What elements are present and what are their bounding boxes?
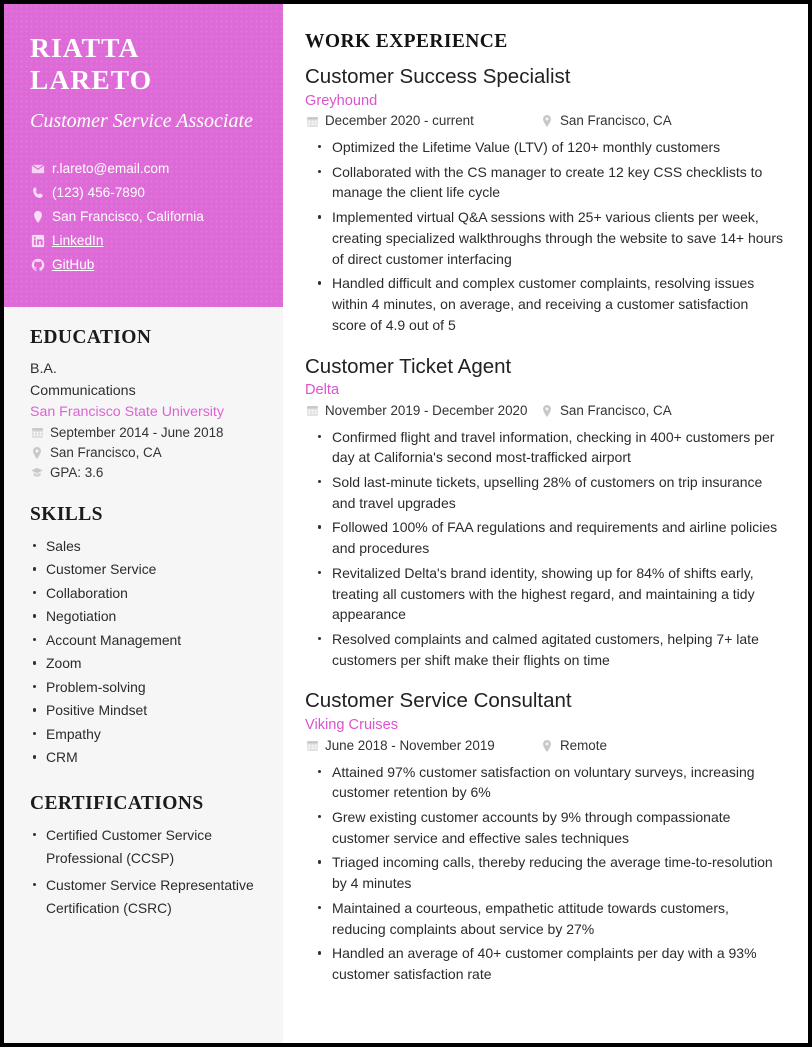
- education-heading: EDUCATION: [30, 327, 152, 349]
- certifications-heading: CERTIFICATIONS: [30, 793, 204, 814]
- main-content: [283, 4, 808, 1043]
- contact-label: San Francisco, California: [52, 208, 204, 224]
- job-bullet: Implemented virtual Q&A sessions with 25+ various clients per week, creating specialized walkthroughs through the website to save 14+ hours of direct customer interfacing: [305, 207, 784, 269]
- certification-item: Customer Service Representative Certification (CSRC): [30, 874, 257, 919]
- job-bullet: Confirmed flight and travel information, checking in 400+ customers per day at California's second most-trafficked airport: [305, 427, 784, 468]
- job-bullet: Handled difficult and complex customer complaints, resolving issues within 4 minutes, on average, and receiving a customer satisfaction score of 4.9 out of 5: [305, 273, 784, 335]
- skill-item: Customer Service: [30, 558, 257, 581]
- job-dates: [305, 114, 540, 128]
- job-title: Customer Success Specialist: [305, 65, 571, 88]
- skill-item: Collaboration: [30, 582, 257, 605]
- job-bullet-list: [305, 137, 784, 335]
- location-pin-icon: [540, 114, 554, 128]
- contact-label: r.lareto@email.com: [52, 160, 170, 176]
- job-bullet: Sold last-minute tickets, upselling 28% of customers on trip insurance and travel upgrades: [305, 472, 784, 513]
- work-experience-list: [305, 64, 784, 985]
- education-degree-line-2: Communications: [30, 383, 136, 400]
- job-dates-label: June 2018 - November 2019: [325, 737, 495, 753]
- job-dates: [305, 404, 540, 418]
- contact-item[interactable]: [30, 257, 257, 272]
- job-location-label: San Francisco, CA: [560, 113, 672, 129]
- job-bullet: Attained 97% customer satisfaction on voluntary surveys, increasing customer retention by 6%: [305, 762, 784, 803]
- skill-item: CRM: [30, 746, 257, 769]
- work-experience-entry: [305, 354, 784, 671]
- job-location: [540, 739, 607, 753]
- contact-label[interactable]: GitHub: [52, 256, 95, 272]
- job-bullet: Collaborated with the CS manager to create 12 key CSS checklists to manage the client life cycle: [305, 162, 784, 203]
- job-dates-label: December 2020 - current: [325, 113, 474, 129]
- contact-item[interactable]: [30, 233, 257, 248]
- job-company: Viking Cruises: [305, 717, 399, 734]
- job-dates-label: November 2019 - December 2020: [325, 402, 528, 418]
- job-meta-row: [305, 404, 784, 424]
- skill-item: Negotiation: [30, 605, 257, 628]
- professional-title: Customer Service Associate: [30, 110, 253, 133]
- job-meta-row: [305, 739, 784, 759]
- education-meta-row: [30, 466, 257, 480]
- job-company: Delta: [305, 382, 340, 399]
- github-icon: [30, 257, 45, 272]
- skills-heading: SKILLS: [30, 503, 103, 525]
- education-meta-row: [30, 446, 257, 460]
- calendar-icon: [305, 114, 319, 128]
- contact-item: [30, 161, 257, 176]
- sidebar: [4, 4, 283, 1043]
- job-dates: [305, 739, 540, 753]
- job-location: [540, 114, 672, 128]
- job-bullet: Triaged incoming calls, thereby reducing the average time-to-resolution by 4 minutes: [305, 852, 784, 893]
- certifications-section: [30, 793, 257, 919]
- job-bullet: Revitalized Delta's brand identity, showing up for 84% of shifts early, treating all customers with the highest regard, and maintaining a tidy appearance: [305, 563, 784, 625]
- calendar-icon: [305, 404, 319, 418]
- page-title: RIATTA LARETO: [30, 32, 153, 95]
- location-pin-icon: [30, 446, 44, 460]
- linkedin-icon: [30, 233, 45, 248]
- certification-item: Certified Customer Service Professional (CCSP): [30, 824, 257, 869]
- skills-list: [30, 535, 257, 769]
- skill-item: Empathy: [30, 723, 257, 746]
- work-experience-entry: [305, 64, 784, 336]
- job-location-label: Remote: [560, 737, 607, 753]
- work-experience-entry: [305, 688, 784, 984]
- job-bullet: Grew existing customer accounts by 9% through compassionate customer service and effective sales techniques: [305, 807, 784, 848]
- calendar-icon: [30, 426, 44, 440]
- education-meta-label: GPA: 3.6: [50, 465, 104, 481]
- location-pin-icon: [540, 739, 554, 753]
- education-meta-row: [30, 426, 257, 440]
- job-bullet-list: [305, 427, 784, 671]
- graduation-cap-icon: [30, 466, 44, 480]
- education-meta-label: September 2014 - June 2018: [50, 425, 224, 441]
- contact-item: [30, 209, 257, 224]
- phone-icon: [30, 185, 45, 200]
- skill-item: Positive Mindset: [30, 699, 257, 722]
- skill-item: Sales: [30, 535, 257, 558]
- contact-list: [30, 161, 257, 272]
- job-bullet: Resolved complaints and calmed agitated customers, helping 7+ late customers per shift make their flights on time: [305, 629, 784, 670]
- sidebar-header-block: [4, 4, 283, 307]
- job-bullet: Maintained a courteous, empathetic attitude towards customers, reducing complaints about service by 27%: [305, 898, 784, 939]
- calendar-icon: [305, 739, 319, 753]
- job-bullet: Followed 100% of FAA regulations and requirements and airline policies and procedures: [305, 517, 784, 558]
- skill-item: Problem-solving: [30, 676, 257, 699]
- sidebar-body: [4, 307, 283, 943]
- skill-item: Zoom: [30, 652, 257, 675]
- contact-item: [30, 185, 257, 200]
- education-section: [30, 327, 257, 480]
- job-bullet: Handled an average of 40+ customer complaints per day with a 93% customer satisfaction rate: [305, 943, 784, 984]
- education-meta-label: San Francisco, CA: [50, 445, 162, 461]
- job-title: Customer Ticket Agent: [305, 354, 512, 378]
- contact-label[interactable]: LinkedIn: [52, 232, 104, 248]
- job-location-label: San Francisco, CA: [560, 402, 672, 418]
- education-school: San Francisco State University: [30, 404, 224, 421]
- education-meta-list: [30, 426, 257, 480]
- job-title: Customer Service Consultant: [305, 689, 572, 713]
- job-bullet: Optimized the Lifetime Value (LTV) of 120+ monthly customers: [305, 137, 784, 158]
- envelope-icon: [30, 161, 45, 176]
- job-location: [540, 404, 672, 418]
- certifications-list: [30, 824, 257, 919]
- contact-label: (123) 456-7890: [52, 184, 145, 200]
- location-pin-icon: [30, 209, 45, 224]
- location-pin-icon: [540, 404, 554, 418]
- skills-section: [30, 504, 257, 769]
- skill-item: Account Management: [30, 629, 257, 652]
- job-bullet-list: [305, 762, 784, 985]
- work-experience-heading: WORK EXPERIENCE: [305, 31, 508, 52]
- education-degree-line-1: B.A.: [30, 361, 57, 378]
- job-company: Greyhound: [305, 92, 378, 109]
- job-meta-row: [305, 114, 784, 134]
